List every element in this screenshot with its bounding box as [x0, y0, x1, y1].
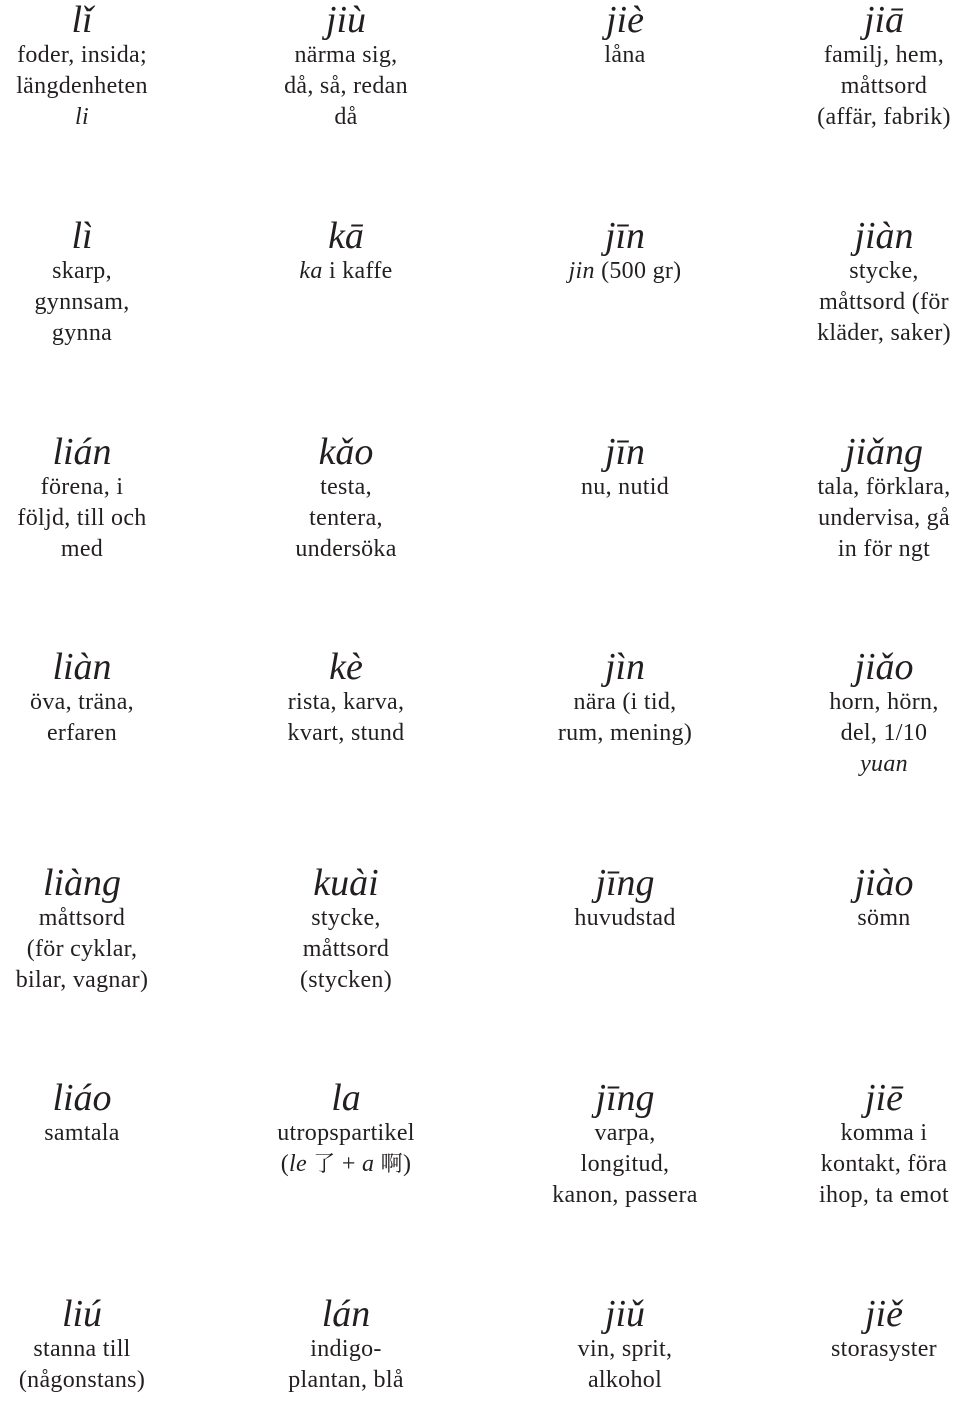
definition-line — [236, 102, 456, 133]
definition — [515, 40, 735, 71]
pinyin-heading: jiè — [606, 0, 644, 41]
definition-line — [799, 1334, 960, 1365]
definition-line — [0, 1365, 167, 1396]
definition-line — [0, 71, 167, 102]
definition-line — [799, 1118, 960, 1149]
definition-line — [515, 472, 735, 503]
pinyin-heading: liú — [61, 1293, 103, 1335]
definition-text: skarp, — [52, 258, 112, 284]
definition-line — [236, 687, 456, 718]
definition-line — [236, 965, 456, 996]
definition-line — [515, 1334, 735, 1365]
pinyin-heading: liàng — [42, 862, 122, 904]
pinyin-heading: kǎo — [318, 431, 374, 473]
definition-line — [799, 318, 960, 349]
definition-line — [236, 503, 456, 534]
definition-line — [236, 472, 456, 503]
definition-text: testa, — [320, 474, 372, 500]
definition-text: tala, förklara, — [817, 474, 951, 500]
definition-line — [799, 534, 960, 565]
definition-text: bilar, vagnar) — [15, 967, 149, 993]
definition-text: sömn — [857, 905, 911, 931]
definition-text: samtala — [44, 1120, 120, 1146]
pinyin-heading: lán — [321, 1293, 371, 1335]
definition-line — [236, 1149, 456, 1180]
definition-line — [236, 934, 456, 965]
definition-line — [0, 40, 167, 71]
definition — [0, 472, 167, 565]
definition-text: foder, insida; — [17, 42, 147, 68]
definition-text: måttsord (för — [819, 289, 949, 315]
hanzi-text: 了 — [313, 1152, 336, 1177]
definition-line — [799, 256, 960, 287]
definition-text: in för ngt — [837, 536, 931, 562]
definition-text: familj, hem, — [823, 42, 945, 68]
definition-text: då, så, redan — [284, 73, 408, 99]
definition — [0, 903, 167, 996]
definition-text: erfaren — [46, 720, 118, 746]
flashcard — [236, 863, 456, 996]
definition-text: gynnsam, — [34, 289, 130, 315]
definition-line — [799, 1180, 960, 1211]
pinyin-heading: jiǎo — [854, 646, 914, 688]
definition-text: komma i — [840, 1120, 928, 1146]
definition-text: måttsord — [38, 905, 126, 931]
flashcard — [0, 0, 167, 133]
definition — [799, 1118, 960, 1211]
definition-text: förena, i — [40, 474, 124, 500]
flashcard — [515, 0, 735, 71]
pinyin-heading: kè — [329, 646, 363, 688]
definition-line — [236, 71, 456, 102]
definition — [0, 1334, 167, 1396]
definition-text: storasyster — [831, 1336, 937, 1362]
definition-line — [0, 1118, 167, 1149]
definition-text: kläder, saker) — [817, 320, 951, 346]
pinyin-heading: jīn — [604, 431, 646, 473]
definition-text: + — [335, 1151, 363, 1177]
definition-text: med — [60, 536, 104, 562]
definition — [515, 903, 735, 934]
pinyin-heading: jiào — [854, 862, 914, 904]
definition-line — [799, 903, 960, 934]
definition-line — [799, 472, 960, 503]
definition-text: alkohol — [587, 1367, 663, 1393]
pinyin-heading: lì — [71, 215, 93, 257]
flashcard — [515, 216, 735, 287]
definition-line — [799, 718, 960, 749]
flashcard — [799, 0, 960, 133]
flashcard — [236, 647, 456, 749]
pinyin-heading: jìn — [604, 646, 646, 688]
definition-text: längdenheten — [16, 73, 148, 99]
flashcard — [0, 432, 167, 565]
definition-line — [515, 903, 735, 934]
definition-text: (för cyklar, — [26, 936, 138, 962]
definition — [799, 256, 960, 349]
definition — [515, 256, 735, 287]
definition-text: li — [75, 104, 89, 130]
flashcard — [799, 1294, 960, 1365]
pinyin-heading: jiàn — [854, 215, 914, 257]
pinyin-heading: kuài — [313, 862, 379, 904]
definition-text: kanon, passera — [552, 1182, 698, 1208]
definition — [799, 1334, 960, 1365]
flashcard — [515, 1294, 735, 1396]
definition-line — [515, 1118, 735, 1149]
definition-line — [799, 102, 960, 133]
definition-line — [0, 965, 167, 996]
pinyin-heading: lián — [52, 431, 112, 473]
definition-line — [515, 1365, 735, 1396]
pinyin-heading: jiě — [865, 1293, 903, 1335]
definition-text: ( — [280, 1151, 290, 1177]
definition-text: måttsord — [302, 936, 390, 962]
definition — [236, 1334, 456, 1396]
definition-line — [236, 40, 456, 71]
definition-text: utropspartikel — [277, 1120, 415, 1146]
definition — [799, 687, 960, 780]
definition-text: rista, karva, — [287, 689, 405, 715]
definition-line — [0, 934, 167, 965]
definition-text: del, 1/10 — [840, 720, 928, 746]
pinyin-heading: jiā — [863, 0, 905, 41]
definition-line — [236, 534, 456, 565]
definition-text: då — [334, 104, 358, 130]
pinyin-heading: liàn — [52, 646, 112, 688]
flashcard — [799, 216, 960, 349]
flashcard — [236, 216, 456, 287]
definition-text: (affär, fabrik) — [817, 104, 951, 130]
flashcard — [0, 647, 167, 749]
definition-line — [515, 1149, 735, 1180]
definition-line — [799, 287, 960, 318]
definition — [0, 687, 167, 749]
definition-line — [0, 1334, 167, 1365]
definition-line — [799, 749, 960, 780]
definition-text: indigo- — [310, 1336, 382, 1362]
definition-text: nu, nutid — [580, 474, 670, 500]
definition-line — [0, 256, 167, 287]
flashcard — [799, 647, 960, 780]
pinyin-heading: jiē — [865, 1077, 903, 1119]
flashcard — [515, 1078, 735, 1211]
definition-text: (500 gr) — [594, 258, 682, 284]
definition — [515, 687, 735, 749]
definition — [515, 1334, 735, 1396]
definition-text: ihop, ta emot — [819, 1182, 949, 1208]
definition-line — [0, 102, 167, 133]
flashcard — [0, 1294, 167, 1396]
definition-line — [0, 903, 167, 934]
definition-text: le — [289, 1151, 307, 1177]
pinyin-heading: jiǔ — [604, 1293, 646, 1335]
definition-text: (stycken) — [300, 967, 392, 993]
definition-text: longitud, — [580, 1151, 670, 1177]
definition-line — [0, 318, 167, 349]
pinyin-heading: jīn — [604, 215, 646, 257]
flashcard — [0, 216, 167, 349]
definition-line — [515, 687, 735, 718]
definition-line — [0, 534, 167, 565]
definition-line — [515, 256, 735, 287]
definition-line — [515, 40, 735, 71]
definition-text: jin — [568, 258, 595, 284]
pinyin-heading: jiǎng — [844, 431, 924, 473]
definition-line — [236, 1365, 456, 1396]
flashcard — [236, 1078, 456, 1180]
definition-line — [799, 1149, 960, 1180]
definition-line — [0, 687, 167, 718]
flashcard — [0, 1078, 167, 1149]
hanzi-text: 啊 — [380, 1152, 403, 1177]
definition-line — [236, 903, 456, 934]
definition — [0, 40, 167, 133]
definition-text: öva, träna, — [30, 689, 134, 715]
definition-line — [0, 718, 167, 749]
pinyin-heading: jīng — [595, 862, 655, 904]
definition — [0, 256, 167, 349]
definition-text: följd, till och — [17, 505, 147, 531]
flashcard — [799, 863, 960, 934]
definition-text: närma sig, — [294, 42, 398, 68]
definition-text: stycke, — [849, 258, 919, 284]
flashcard — [515, 863, 735, 934]
definition — [236, 40, 456, 133]
definition-line — [799, 40, 960, 71]
definition-text: gynna — [51, 320, 113, 346]
definition-text: stycke, — [311, 905, 381, 931]
definition-line — [0, 472, 167, 503]
pinyin-heading: jīng — [595, 1077, 655, 1119]
definition-text: rum, mening) — [557, 720, 693, 746]
definition-text: horn, hörn, — [829, 689, 939, 715]
definition-line — [799, 503, 960, 534]
pinyin-heading: lǐ — [71, 0, 93, 41]
definition — [236, 687, 456, 749]
definition — [236, 256, 456, 287]
definition-text: nära (i tid, — [573, 689, 677, 715]
definition-text: a — [362, 1151, 375, 1177]
definition-line — [0, 287, 167, 318]
definition-text: (någonstans) — [18, 1367, 146, 1393]
pinyin-heading: jiù — [325, 0, 367, 41]
definition-text: ka — [299, 258, 323, 284]
definition-line — [236, 1334, 456, 1365]
definition-line — [0, 503, 167, 534]
definition-text: måttsord — [840, 73, 928, 99]
flashcard — [236, 1294, 456, 1396]
definition-text: vin, sprit, — [577, 1336, 673, 1362]
definition-text: tentera, — [309, 505, 383, 531]
definition-text: huvudstad — [574, 905, 676, 931]
definition-text: undersöka — [295, 536, 397, 562]
definition-text: plantan, blå — [288, 1367, 404, 1393]
flashcard — [236, 432, 456, 565]
definition — [515, 472, 735, 503]
definition-text: kvart, stund — [287, 720, 405, 746]
definition-text: i kaffe — [322, 258, 393, 284]
flashcard — [799, 1078, 960, 1211]
definition-text: undervisa, gå — [818, 505, 950, 531]
definition-line — [236, 256, 456, 287]
pinyin-heading: kā — [328, 215, 364, 257]
flashcard — [515, 647, 735, 749]
definition — [236, 1118, 456, 1180]
pinyin-heading: liáo — [52, 1077, 112, 1119]
flashcard — [0, 863, 167, 996]
definition-line — [515, 1180, 735, 1211]
definition-text: varpa, — [594, 1120, 656, 1146]
definition — [236, 472, 456, 565]
definition — [799, 472, 960, 565]
definition-text: kontakt, föra — [820, 1151, 948, 1177]
definition — [236, 903, 456, 996]
definition-line — [236, 1118, 456, 1149]
definition — [799, 903, 960, 934]
definition-text: yuan — [860, 751, 908, 777]
definition-text: låna — [604, 42, 646, 68]
pinyin-heading: la — [331, 1077, 361, 1119]
definition-text: ) — [402, 1151, 412, 1177]
flashcard — [515, 432, 735, 503]
flashcard — [236, 0, 456, 133]
definition-line — [236, 718, 456, 749]
definition-line — [799, 71, 960, 102]
flashcard — [799, 432, 960, 565]
definition — [0, 1118, 167, 1149]
definition-text: stanna till — [33, 1336, 131, 1362]
definition-line — [799, 687, 960, 718]
definition-line — [515, 718, 735, 749]
definition — [799, 40, 960, 133]
definition — [515, 1118, 735, 1211]
